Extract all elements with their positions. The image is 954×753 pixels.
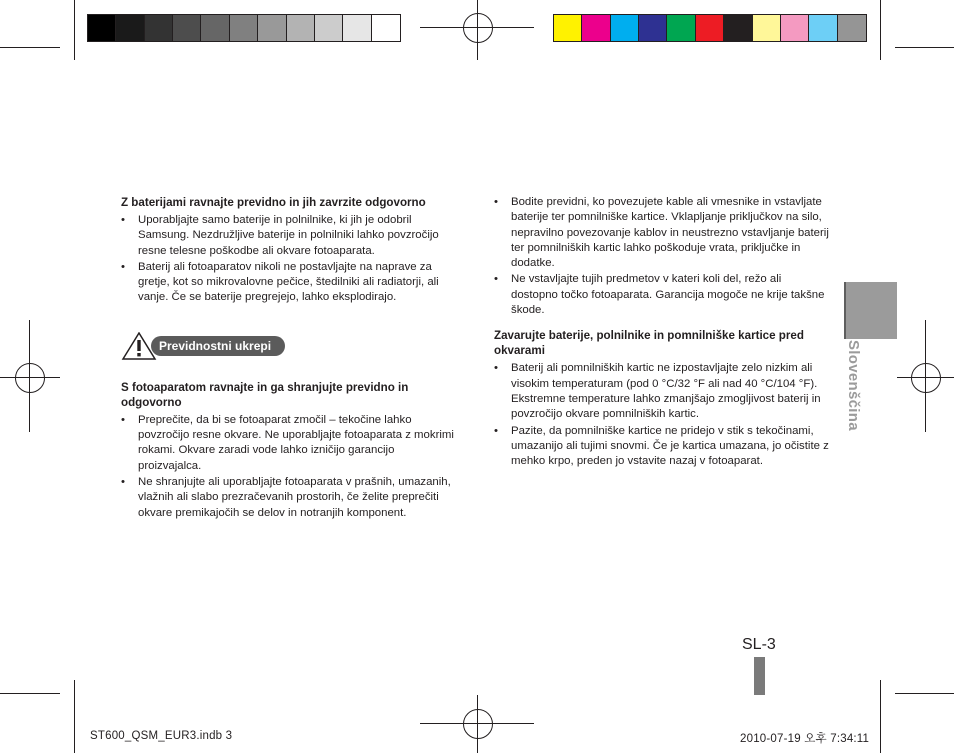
- gray-swatch: [230, 15, 258, 41]
- list-item: • Ne shranjujte ali uporabljajte fotoaparata v prašnih, umazanih, vlažnih ali slabo prezračevanih prostorih, če želite preprečiti okvare premikajočih se delov in notranjih komponent.: [121, 475, 459, 521]
- gray-swatch: [258, 15, 286, 41]
- color-swatch: [809, 15, 837, 41]
- gray-swatch: [287, 15, 315, 41]
- gray-swatch: [88, 15, 116, 41]
- list-item: • Baterij ali pomnilniških kartic ne izpostavljajte zelo nizkim ali visokim temperaturam (pod 0 °C/32 °F ali nad 40 °C/104 °F). Ekstremne temperature lahko zmanjšajo zmogljivost baterij in povzročijo okvare pomnilniških kartic.: [494, 361, 830, 422]
- color-swatch: [781, 15, 809, 41]
- camera-heading: S fotoaparatom ravnajte in ga shranjujte previdno in odgovorno: [121, 380, 409, 409]
- color-swatch: [582, 15, 610, 41]
- color-swatch: [611, 15, 639, 41]
- camera-list: [121, 413, 459, 521]
- left-column: [121, 195, 459, 522]
- right-column: [494, 195, 830, 470]
- gray-swatch: [145, 15, 173, 41]
- color-swatch: [724, 15, 752, 41]
- protection-heading: Zavarujte baterije, polnilnike in pomnilniške kartice pred okvarami: [494, 329, 804, 358]
- color-swatch: [639, 15, 667, 41]
- list-item: • Ne vstavljajte tujih predmetov v kateri koli del, režo ali dostopno točko fotoaparata. Garancija mogoče ne krije takšne škode.: [494, 272, 830, 318]
- color-swatch: [667, 15, 695, 41]
- page-number: SL-3: [742, 636, 776, 653]
- page-number-bar: [754, 657, 765, 695]
- list-item: • Preprečite, da bi se fotoaparat zmočil – tekočine lahko povzročijo resne okvare. Ne uporabljajte fotoaparata z mokrimi rokami. Okvare zaradi vode lahko izničijo garancijo proizvajalca.: [121, 413, 459, 474]
- side-tab: [846, 282, 897, 339]
- warning-banner: [121, 332, 459, 360]
- color-swatch: [753, 15, 781, 41]
- color-swatch: [696, 15, 724, 41]
- color-swatch: [554, 15, 582, 41]
- list-item: • Uporabljajte samo baterije in polnilnike, ki jih je odobril Samsung. Nezdružljive baterije in polnilniki lahko povzročijo resne telesne poškodbe ali okvare fotoaparata.: [121, 213, 459, 259]
- color-swatch: [838, 15, 866, 41]
- gray-swatch: [343, 15, 371, 41]
- gray-swatch: [315, 15, 343, 41]
- cable-list: [494, 195, 830, 318]
- gray-swatch: [372, 15, 400, 41]
- slug-filename: ST600_QSM_EUR3.indb 3: [90, 730, 233, 742]
- process-color-bar: [553, 14, 867, 42]
- list-item: • Baterij ali fotoaparatov nikoli ne postavljajte na naprave za gretje, kot so mikrovalovne pečice, štedilniki ali radiatorji, ali vanje. Če se baterije pregrejejo, lahko eksplodirajo.: [121, 260, 459, 306]
- gray-swatch: [201, 15, 229, 41]
- list-item: • Pazite, da pomnilniške kartice ne pridejo v stik s tekočinami, umazanijo ali tujimi snovmi. Če je kartica umazana, jo očistite z mehko krpo, preden jo vstavite nazaj v fotoaparat.: [494, 424, 830, 470]
- grayscale-bar: [87, 14, 401, 42]
- warning-label: Previdnostni ukrepi: [151, 336, 285, 356]
- language-label: Slovenščina: [845, 340, 862, 431]
- battery-heading: Z baterijami ravnajte previdno in jih zavrzite odgovorno: [121, 196, 426, 209]
- gray-swatch: [116, 15, 144, 41]
- gray-swatch: [173, 15, 201, 41]
- battery-list: [121, 213, 459, 306]
- list-item: • Bodite previdni, ko povezujete kable ali vmesnike in vstavljate baterije ter pomnilniške kartice. Vklapljanje priključkov na silo, nepravilno povezovanje kablov in neustrezno vstavljanje baterij ter pomnilniških kartic lahko poškoduje vrata, priključke in dodatke.: [494, 195, 830, 271]
- slug-timestamp: 2010-07-19 오후 7:34:11: [740, 733, 870, 745]
- protection-list: [494, 361, 830, 469]
